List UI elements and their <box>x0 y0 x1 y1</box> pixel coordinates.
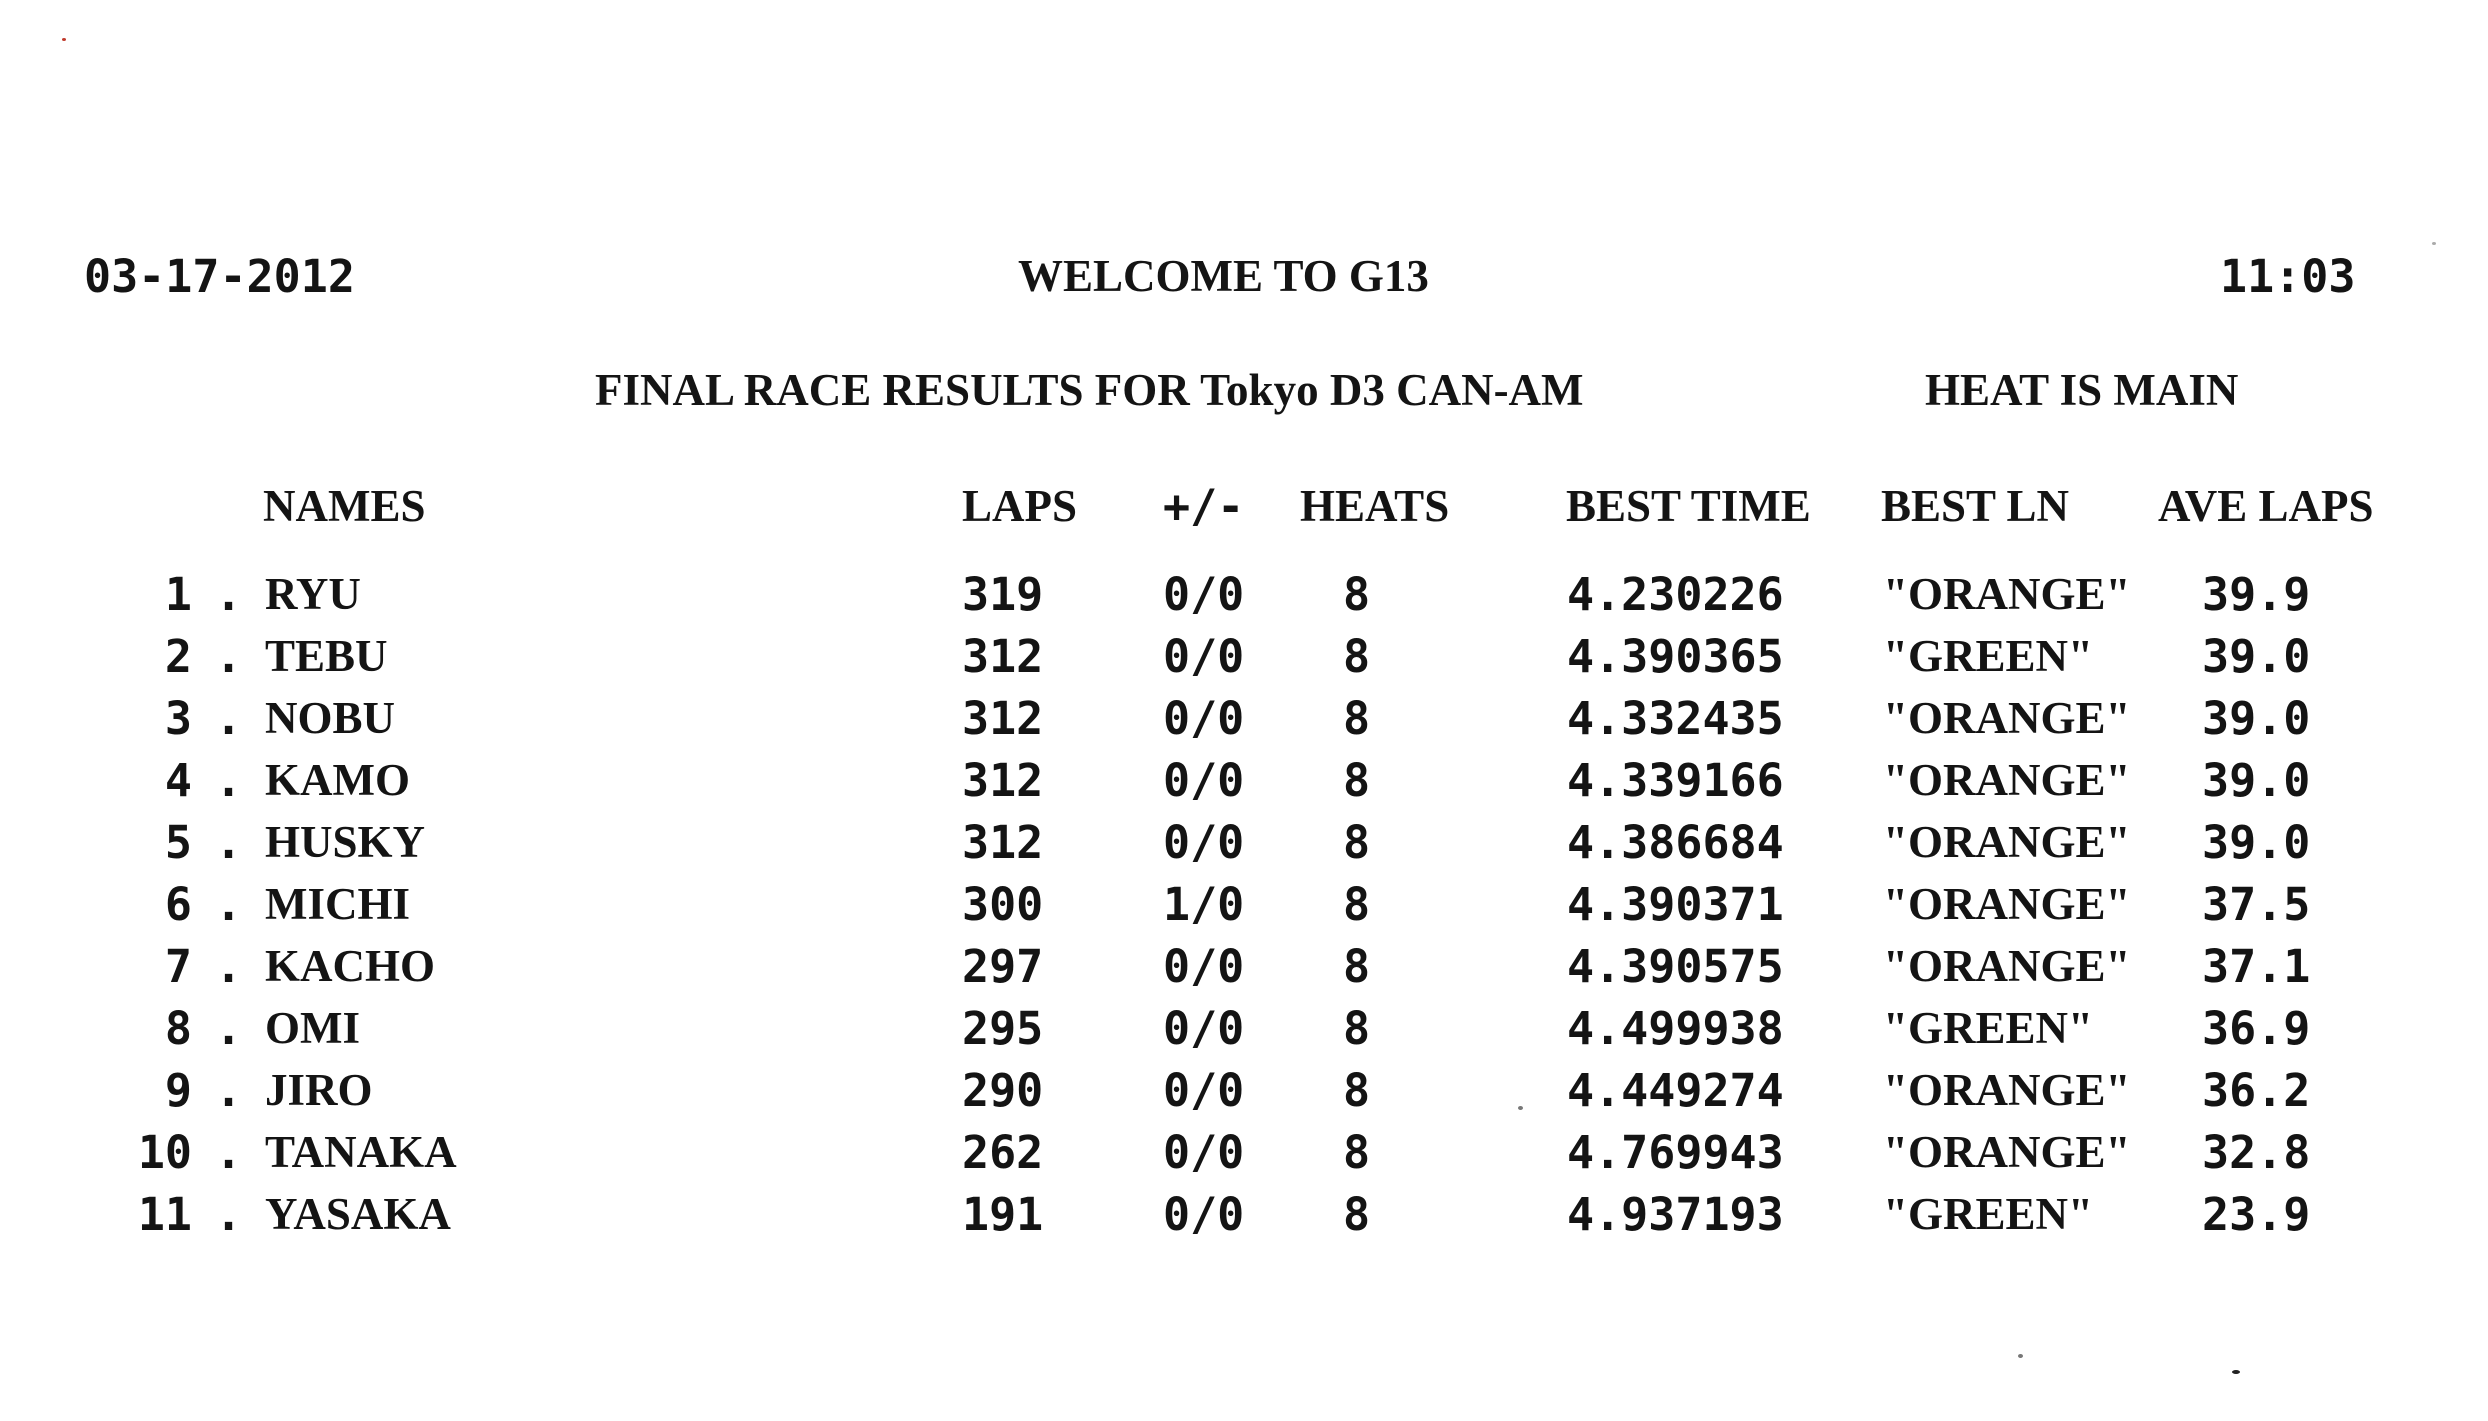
laps-value: 312 <box>962 754 1044 807</box>
best-time-value: 4.769943 <box>1567 1126 1784 1179</box>
heat-label: HEAT IS MAIN <box>1925 365 2239 415</box>
heats-value: 8 <box>1343 1002 1371 1055</box>
racer-name: NOBU <box>265 693 396 743</box>
position: 3 <box>164 692 192 745</box>
column-header-ave-laps: AVE LAPS <box>2158 481 2374 531</box>
plus-minus-value: 1/0 <box>1163 878 1245 931</box>
heats-value: 8 <box>1343 816 1371 869</box>
laps-value: 295 <box>962 1002 1044 1055</box>
position: 5 <box>164 816 192 869</box>
column-header-plus-minus: +/- <box>1163 480 1245 533</box>
heats-value: 8 <box>1343 568 1371 621</box>
column-header-names: NAMES <box>263 481 426 531</box>
separator-dot: . <box>215 940 243 993</box>
best-time-value: 4.449274 <box>1567 1064 1784 1117</box>
ave-laps-value: 37.1 <box>2202 940 2311 993</box>
heats-value: 8 <box>1343 754 1371 807</box>
position: 1 <box>164 568 192 621</box>
scan-speck <box>2232 1370 2240 1374</box>
table-row <box>0 692 2488 758</box>
separator-dot: . <box>215 754 243 807</box>
racer-name: KAMO <box>265 755 410 805</box>
best-time-value: 4.937193 <box>1567 1188 1784 1241</box>
racer-name: YASAKA <box>265 1189 451 1239</box>
best-lane-value: "ORANGE" <box>1883 879 2131 929</box>
plus-minus-value: 0/0 <box>1163 1188 1245 1241</box>
plus-minus-value: 0/0 <box>1163 630 1245 683</box>
best-lane-value: "ORANGE" <box>1883 1065 2131 1115</box>
plus-minus-value: 0/0 <box>1163 692 1245 745</box>
separator-dot: . <box>215 1188 243 1241</box>
table-row <box>0 568 2488 634</box>
ave-laps-value: 39.0 <box>2202 692 2311 745</box>
separator-dot: . <box>215 1126 243 1179</box>
column-header-best-lane: BEST LN <box>1881 481 2070 531</box>
best-time-value: 4.339166 <box>1567 754 1784 807</box>
plus-minus-value: 0/0 <box>1163 754 1245 807</box>
best-lane-value: "ORANGE" <box>1883 941 2131 991</box>
racer-name: TEBU <box>265 631 388 681</box>
plus-minus-value: 0/0 <box>1163 1126 1245 1179</box>
laps-value: 319 <box>962 568 1044 621</box>
best-lane-value: "ORANGE" <box>1883 817 2131 867</box>
scan-speck <box>2018 1354 2023 1358</box>
position: 2 <box>164 630 192 683</box>
print-date: 03-17-2012 <box>84 250 355 303</box>
laps-value: 312 <box>962 816 1044 869</box>
heats-value: 8 <box>1343 692 1371 745</box>
best-lane-value: "GREEN" <box>1883 1189 2093 1239</box>
laps-value: 297 <box>962 940 1044 993</box>
table-row <box>0 1064 2488 1130</box>
best-time-value: 4.230226 <box>1567 568 1784 621</box>
separator-dot: . <box>215 816 243 869</box>
laps-value: 262 <box>962 1126 1044 1179</box>
best-time-value: 4.390371 <box>1567 878 1784 931</box>
welcome-title: WELCOME TO G13 <box>1018 251 1429 301</box>
racer-name: RYU <box>265 569 361 619</box>
ave-laps-value: 36.9 <box>2202 1002 2311 1055</box>
racer-name: TANAKA <box>265 1127 457 1177</box>
table-row <box>0 1126 2488 1192</box>
column-header-laps: LAPS <box>962 481 1078 531</box>
plus-minus-value: 0/0 <box>1163 816 1245 869</box>
scan-speck <box>2432 242 2436 245</box>
best-time-value: 4.386684 <box>1567 816 1784 869</box>
position: 9 <box>164 1064 192 1117</box>
table-row <box>0 878 2488 944</box>
racer-name: HUSKY <box>265 817 426 867</box>
column-header-best-time: BEST TIME <box>1566 481 1811 531</box>
best-lane-value: "ORANGE" <box>1883 755 2131 805</box>
best-time-value: 4.390365 <box>1567 630 1784 683</box>
table-row <box>0 1002 2488 1068</box>
best-lane-value: "GREEN" <box>1883 631 2093 681</box>
laps-value: 191 <box>962 1188 1044 1241</box>
ave-laps-value: 39.0 <box>2202 816 2311 869</box>
heats-value: 8 <box>1343 1188 1371 1241</box>
position: 10 <box>137 1126 192 1179</box>
heats-value: 8 <box>1343 940 1371 993</box>
laps-value: 290 <box>962 1064 1044 1117</box>
plus-minus-value: 0/0 <box>1163 1064 1245 1117</box>
separator-dot: . <box>215 568 243 621</box>
laps-value: 312 <box>962 692 1044 745</box>
ave-laps-value: 32.8 <box>2202 1126 2311 1179</box>
heats-value: 8 <box>1343 1126 1371 1179</box>
racer-name: MICHI <box>265 879 410 929</box>
heats-value: 8 <box>1343 1064 1371 1117</box>
table-row <box>0 630 2488 696</box>
separator-dot: . <box>215 692 243 745</box>
racer-name: OMI <box>265 1003 360 1053</box>
best-time-value: 4.499938 <box>1567 1002 1784 1055</box>
results-title: FINAL RACE RESULTS FOR Tokyo D3 CAN-AM <box>595 365 1584 415</box>
print-time: 11:03 <box>2220 250 2356 303</box>
plus-minus-value: 0/0 <box>1163 940 1245 993</box>
position: 6 <box>164 878 192 931</box>
heats-value: 8 <box>1343 878 1371 931</box>
ave-laps-value: 36.2 <box>2202 1064 2311 1117</box>
ave-laps-value: 39.0 <box>2202 630 2311 683</box>
scan-speck <box>1518 1106 1523 1110</box>
best-lane-value: "ORANGE" <box>1883 693 2131 743</box>
column-header-heats: HEATS <box>1300 481 1450 531</box>
position: 4 <box>164 754 192 807</box>
best-time-value: 4.390575 <box>1567 940 1784 993</box>
separator-dot: . <box>215 630 243 683</box>
laps-value: 300 <box>962 878 1044 931</box>
racer-name: KACHO <box>265 941 436 991</box>
heats-value: 8 <box>1343 630 1371 683</box>
best-lane-value: "GREEN" <box>1883 1003 2093 1053</box>
plus-minus-value: 0/0 <box>1163 568 1245 621</box>
ave-laps-value: 37.5 <box>2202 878 2311 931</box>
racer-name: JIRO <box>265 1065 373 1115</box>
table-row <box>0 1188 2488 1254</box>
plus-minus-value: 0/0 <box>1163 1002 1245 1055</box>
separator-dot: . <box>215 878 243 931</box>
best-lane-value: "ORANGE" <box>1883 569 2131 619</box>
scan-speck <box>62 38 66 41</box>
separator-dot: . <box>215 1064 243 1117</box>
laps-value: 312 <box>962 630 1044 683</box>
table-row <box>0 940 2488 1006</box>
table-row <box>0 816 2488 882</box>
position: 8 <box>164 1002 192 1055</box>
ave-laps-value: 39.9 <box>2202 568 2311 621</box>
ave-laps-value: 39.0 <box>2202 754 2311 807</box>
separator-dot: . <box>215 1002 243 1055</box>
best-lane-value: "ORANGE" <box>1883 1127 2131 1177</box>
position: 11 <box>137 1188 192 1241</box>
ave-laps-value: 23.9 <box>2202 1188 2311 1241</box>
best-time-value: 4.332435 <box>1567 692 1784 745</box>
table-row <box>0 754 2488 820</box>
position: 7 <box>164 940 192 993</box>
